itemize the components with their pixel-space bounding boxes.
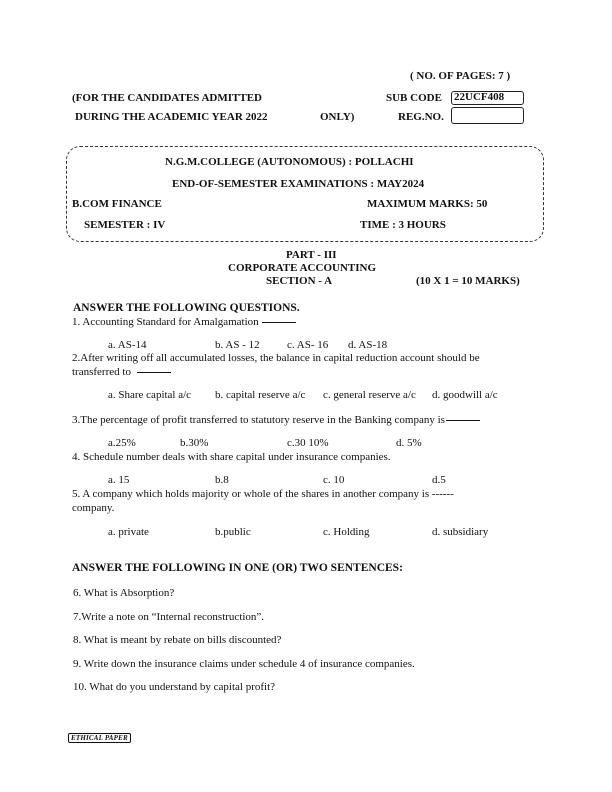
sub-code-label: SUB CODE [386, 92, 442, 104]
college-name: N.G.M.COLLEGE (AUTONOMOUS) : POLLACHI [165, 156, 414, 168]
maximum-marks: MAXIMUM MARKS: 50 [367, 198, 488, 210]
ethical-paper-stamp: ETHICAL PAPER [68, 733, 131, 743]
answer-blank [137, 371, 171, 373]
q1-option-d: d. AS-18 [348, 339, 388, 351]
sub-code-value: 22UCF408 [454, 91, 505, 103]
exam-title: END-OF-SEMESTER EXAMINATIONS : MAY2024 [172, 178, 425, 190]
question-6: 6. What is Absorption? [73, 587, 175, 599]
only-label: ONLY) [320, 111, 355, 123]
q1-option-b: b. AS - 12 [215, 339, 260, 351]
exam-time: TIME : 3 HOURS [360, 219, 446, 231]
question-8: 8. What is meant by rebate on bills discounted? [73, 634, 282, 646]
q2-option-a: a. Share capital a/c [108, 389, 192, 401]
q3-option-d: d. 5% [396, 437, 422, 449]
question-7: 7.Write a note on “Internal reconstruction”. [73, 611, 265, 623]
question-2-line2 [72, 366, 171, 378]
question-5-text: 5. A company which holds majority or whole of the shares in another company is ------ [72, 488, 454, 500]
section-b-instruction: ANSWER THE FOLLOWING IN ONE (OR) TWO SENTENCES: [72, 562, 403, 574]
question-9: 9. Write down the insurance claims under schedule 4 of insurance companies. [73, 658, 415, 670]
section-heading: SECTION - A [266, 275, 333, 287]
sub-code-box [451, 91, 524, 105]
q5-option-c: c. Holding [323, 526, 370, 538]
q3-option-a: a.25% [108, 437, 136, 449]
q2-option-d: d. goodwill a/c [432, 389, 498, 401]
section-marks: (10 X 1 = 10 MARKS) [416, 275, 520, 287]
q4-option-a: a. 15 [108, 474, 130, 486]
q5-option-d: d. subsidiary [432, 526, 489, 538]
part-heading: PART - III [286, 249, 337, 261]
question-3 [72, 414, 480, 426]
reg-no-label: REG.NO. [398, 111, 444, 123]
q4-option-c: c. 10 [323, 474, 345, 486]
q3-option-c: c.30 10% [287, 437, 329, 449]
q2-option-c: c. general reserve a/c [323, 389, 416, 401]
question-1 [72, 316, 296, 328]
q1-option-a: a. AS-14 [108, 339, 147, 351]
semester: SEMESTER : IV [84, 219, 166, 231]
answer-blank [262, 321, 296, 323]
candidates-line-2: DURING THE ACADEMIC YEAR 2022 [75, 111, 268, 123]
q2-option-b: b. capital reserve a/c [215, 389, 306, 401]
question-1-text: 1. Accounting Standard for Amalgamation [72, 316, 259, 328]
reg-no-field[interactable] [451, 107, 524, 124]
question-10: 10. What do you understand by capital profit? [73, 681, 276, 693]
candidates-line-1: (FOR THE CANDIDATES ADMITTED [72, 92, 262, 104]
q4-option-d: d.5 [432, 474, 446, 486]
page-count: ( NO. OF PAGES: 7 ) [410, 70, 511, 82]
section-a-instruction: ANSWER THE FOLLOWING QUESTIONS. [73, 302, 300, 314]
q1-option-c: c. AS- 16 [287, 339, 329, 351]
q5-option-b: b.public [215, 526, 251, 538]
q4-option-b: b.8 [215, 474, 229, 486]
question-2-text-2: transferred to [72, 366, 131, 378]
subject-heading: CORPORATE ACCOUNTING [228, 262, 377, 274]
answer-blank [446, 419, 480, 421]
question-5-text-2: company. [72, 502, 115, 514]
q5-option-a: a. private [108, 526, 149, 538]
question-2-text: 2.After writing off all accumulated losses, the balance in capital reduction account should be [72, 352, 480, 364]
question-3-text: 3.The percentage of profit transferred to statutory reserve in the Banking company is [72, 414, 445, 426]
course-name: B.COM FINANCE [72, 198, 162, 210]
q3-option-b: b.30% [180, 437, 209, 449]
question-4-text: 4. Schedule number deals with share capital under insurance companies. [72, 451, 391, 463]
